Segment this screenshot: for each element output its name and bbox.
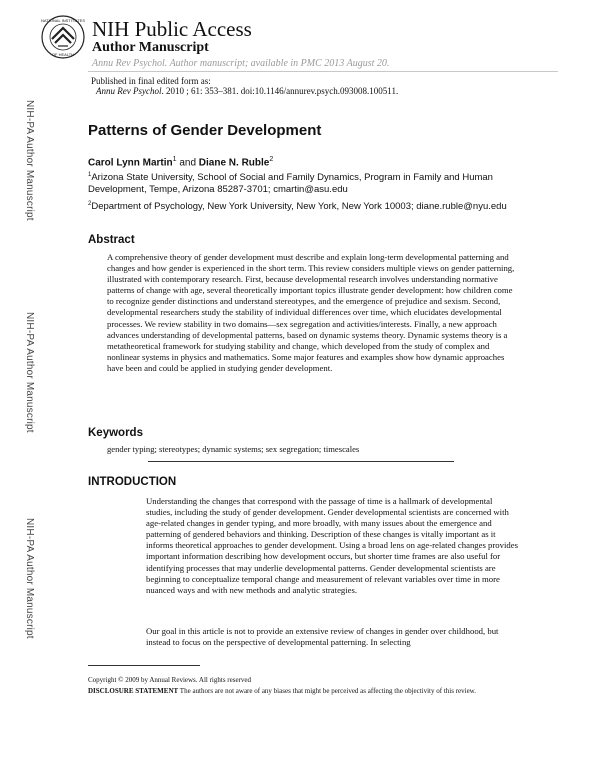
header-rule: [88, 71, 558, 72]
side-label-nih-pa-author-manuscript: NIH-PA Author Manuscript: [24, 517, 35, 639]
author-affiliation-marker: 1: [172, 156, 177, 163]
introduction-paragraph: Understanding the changes that correspond with the passage of time is a hallmark of developmental studies, including the study of gender development. Gender developmental scientists are concerned with age-related changes in gender typing, and more broadly, with many issues about the emergence and patterning of gendered behaviors and thinking. Description of these changes is vitally important as it informs theoretical approaches to gender development. Using a broad lens on age-related changes provides important information describing how development occurs, but shorter time frames are also useful for identifying processes that may underlie developmental patterns. Gender developmental scientists are beginning to conceptualize temporal change and measurement of relevant variables over time in more nuanced ways and with new methods and analytic strategies.: [146, 496, 518, 595]
introduction-paragraph: Our goal in this article is not to provide an extensive review of changes in gender over childhood, but instead to focus on the perspective of developmental patterning. In selecting: [146, 626, 499, 648]
author-affiliation-marker: 2: [269, 156, 274, 163]
keywords-heading: Keywords: [88, 427, 143, 439]
header-subtitle: Author Manuscript: [92, 40, 209, 55]
side-label-nih-pa-author-manuscript: NIH-PA Author Manuscript: [24, 311, 35, 433]
abstract-heading: Abstract: [88, 234, 135, 246]
affiliation-text: Department of Psychology, New York University, New York, New York 10003; diane.ruble@nyu.edu: [91, 201, 507, 213]
affiliation-marker: 2: [88, 201, 92, 207]
footnote-rule: [88, 665, 200, 666]
svg-text:NATIONAL INSTITUTES: NATIONAL INSTITUTES: [40, 18, 86, 23]
published-citation: [96, 86, 398, 96]
keywords-rule: [148, 461, 454, 462]
copyright-notice: Copyright © 2009 by Annual Reviews. All rights reserved: [88, 676, 251, 684]
header-citation: Annu Rev Psychol. Author manuscript; available in PMC 2013 August 20.: [92, 58, 390, 69]
author-name: Diane N. Ruble: [198, 157, 270, 169]
article-title: Patterns of Gender Development: [88, 122, 322, 139]
svg-text:OF HEALTH: OF HEALTH: [51, 52, 75, 57]
abstract-text: A comprehensive theory of gender development must describe and explain long-term developmental patterning and changes and how gender is experienced in the short term. This review considers multiple views on gender patterning, illustrated with contemporary research. First, because developmental research involves understanding normative patterns of change with age, several theoretically important topics illustrate gender development: how children come to recognize gender distinctions and understand stereotypes, and the emergence of prejudice and sexism. Second, developmental researchers study the stability of individual differences over time, which elucidates developmental processes. We review stability in two domains—sex segregation and activities/interests. Finally, a new approach advances understanding of developmental patterns, based on dynamic systems theory. Dynamic systems theory is a metatheoretical framework for studying stability and change, which developed from the study of complex and nonlinear systems in physics and mathematics. Some major features and examples show how dynamic approaches have been and could be applied in studying gender development.: [107, 252, 515, 373]
journal-name: Annu Rev Psychol: [96, 86, 162, 96]
affiliation-marker: 1: [88, 172, 92, 178]
affiliation-1: [88, 169, 528, 196]
citation-details: . 2010 ; 61: 353–381. doi:10.1146/annurev.psych.093008.100511.: [161, 86, 399, 96]
disclosure-text: The authors are not aware of any biases that might be perceived as affecting the objectivity of this review.: [178, 687, 477, 695]
author-name: Carol Lynn Martin: [88, 157, 173, 169]
header-title: NIH Public Access: [92, 17, 252, 41]
published-label: Published in final edited form as:: [91, 76, 211, 86]
affiliation-2: [88, 198, 528, 213]
author-line: [88, 156, 273, 168]
author-conjunction: and: [176, 157, 199, 169]
nih-seal-logo-icon: [40, 14, 86, 60]
keywords-list: gender typing; stereotypes; dynamic systems; sex segregation; timescales: [107, 444, 360, 454]
affiliation-text: Arizona State University, School of Social and Family Dynamics, Program in Family and Human Development, Tempe, Arizona 85287-3701; cmartin@asu.edu: [88, 172, 493, 196]
disclosure-label: DISCLOSURE STATEMENT: [88, 687, 179, 695]
disclosure-statement: [88, 686, 508, 696]
introduction-heading: INTRODUCTION: [88, 476, 177, 488]
side-label-nih-pa-author-manuscript: NIH-PA Author Manuscript: [24, 99, 35, 221]
